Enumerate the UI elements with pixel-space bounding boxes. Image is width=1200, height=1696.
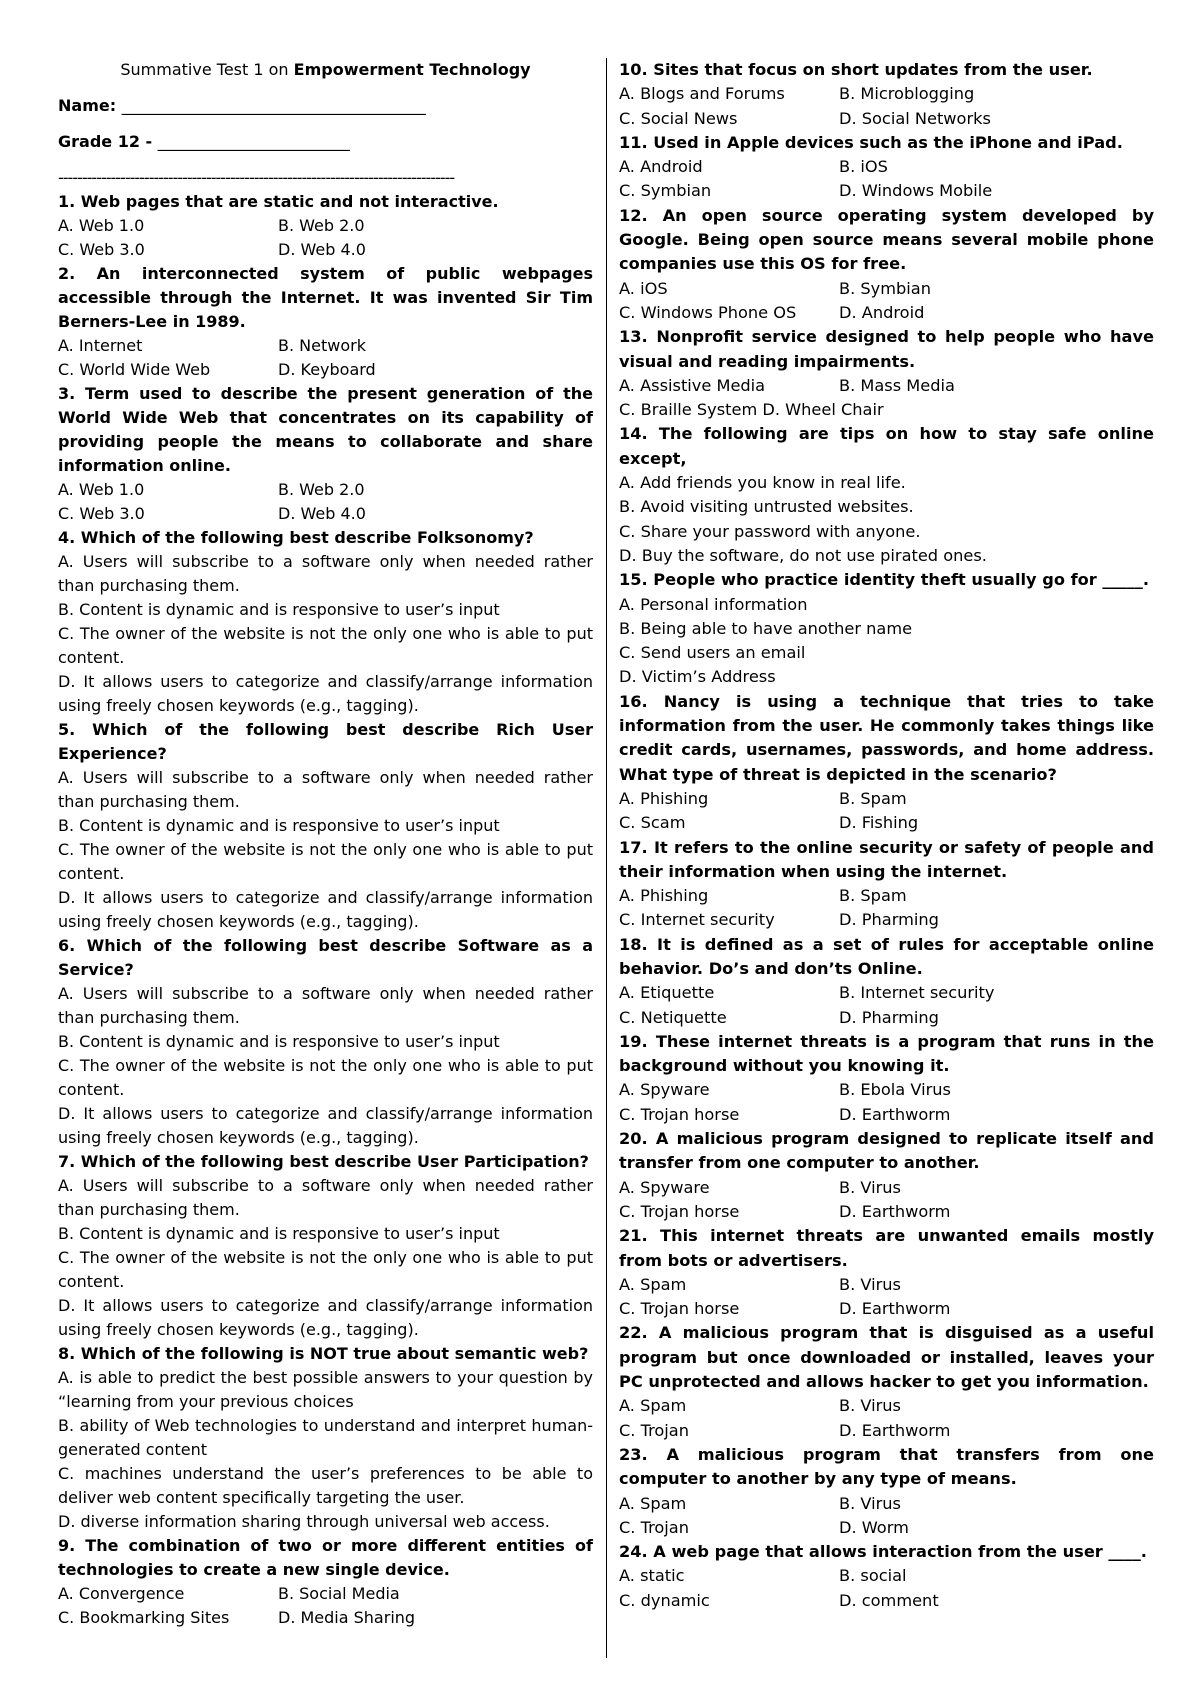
answer-option[interactable]: D. Buy the software, do not use pirated ones.: [619, 545, 987, 565]
answer-option[interactable]: C. Social News: [619, 108, 738, 128]
answer-option[interactable]: A. Personal information: [619, 594, 808, 614]
title-prefix: Summative Test 1 on: [120, 60, 294, 79]
answer-option[interactable]: A. iOS: [619, 278, 668, 298]
answer-option[interactable]: A. static: [619, 1566, 685, 1586]
option-row: [619, 107, 1154, 131]
question-item: [58, 1150, 593, 1342]
grade-blank[interactable]: ________________________: [157, 132, 350, 151]
answer-option[interactable]: A. is able to predict the best possible answers to your question by “learning from your previous choices: [58, 1368, 593, 1411]
option-row: [58, 1606, 593, 1630]
answer-option[interactable]: D. Keyboard: [278, 360, 376, 379]
answer-option[interactable]: D. Web 4.0: [278, 240, 366, 259]
answer-option[interactable]: A. Spam: [619, 1396, 687, 1416]
option-row: [619, 1492, 1154, 1516]
option-row: [619, 1564, 1154, 1588]
option-row: [58, 1582, 593, 1606]
answer-option[interactable]: C. Netiquette: [619, 1007, 727, 1027]
question-item: [619, 422, 1154, 568]
name-field[interactable]: [58, 94, 593, 118]
answer-option[interactable]: C. Bookmarking Sites: [58, 1608, 230, 1627]
option-row: [619, 1006, 1154, 1030]
answer-option[interactable]: B. Microblogging: [839, 84, 975, 104]
answer-option[interactable]: D. comment: [839, 1590, 939, 1610]
answer-option[interactable]: A. Web 1.0: [58, 216, 145, 235]
option-row: [619, 884, 1154, 908]
answer-option[interactable]: A. Users will subscribe to a software only when needed rather than purchasing them.: [58, 768, 593, 811]
question-stem: 4. Which of the following best describe Folksonomy?: [58, 528, 534, 547]
question-stem: 12. An open source operating system developed by Google. Being open source means several mobile phone companies use this OS for free.: [619, 205, 1154, 274]
answer-option[interactable]: A. Spam: [619, 1274, 687, 1294]
answer-option[interactable]: D. Android: [839, 302, 925, 322]
option-row: [619, 155, 1154, 179]
answer-option[interactable]: A. Users will subscribe to a software only when needed rather than purchasing them.: [58, 984, 593, 1027]
option-row: [58, 478, 593, 502]
name-blank[interactable]: ______________________________________: [121, 96, 426, 115]
answer-option[interactable]: D. Web 4.0: [278, 504, 366, 523]
option-row: [619, 908, 1154, 932]
answer-option[interactable]: C. Web 3.0: [58, 504, 145, 523]
answer-option[interactable]: C. dynamic: [619, 1590, 710, 1610]
question-item: [619, 1030, 1154, 1127]
title-subject: Empowerment Technology: [293, 60, 531, 79]
question-stem: 22. A malicious program that is disguised as a useful program but once downloaded or installed, leaves your PC unprotected and allows hacker to get you information.: [619, 1323, 1154, 1392]
option-row: [619, 1200, 1154, 1224]
question-item: [58, 1534, 593, 1630]
question-stem: 1. Web pages that are static and not interactive.: [58, 192, 499, 211]
answer-option[interactable]: A. Phishing: [619, 886, 709, 906]
answer-option[interactable]: C. The owner of the website is not the only one who is able to put content.: [58, 840, 593, 883]
question-item: [619, 1443, 1154, 1540]
question-stem: 15. People who practice identity theft usually go for _____.: [619, 570, 1149, 590]
question-stem: 11. Used in Apple devices such as the iPhone and iPad.: [619, 132, 1123, 152]
left-column: [58, 58, 593, 1630]
answer-option[interactable]: A. Spam: [619, 1493, 687, 1513]
answer-option[interactable]: A. Phishing: [619, 788, 709, 808]
question-stem: 23. A malicious program that transfers from one computer to another by any type of means.: [619, 1444, 1154, 1489]
answer-option[interactable]: B. iOS: [839, 157, 888, 177]
answer-option[interactable]: A. Web 1.0: [58, 480, 145, 499]
option-row: [58, 334, 593, 358]
answer-option[interactable]: B. Content is dynamic and is responsive to user’s input: [58, 816, 500, 835]
answer-option[interactable]: B. Content is dynamic and is responsive to user’s input: [58, 1032, 500, 1051]
question-stem: 3. Term used to describe the present generation of the World Wide Web that concentrates on its capability of providing people the means to collaborate and share information online.: [58, 384, 593, 475]
option-row: [58, 358, 593, 382]
option-row: [619, 1273, 1154, 1297]
option-row: [619, 82, 1154, 106]
option-row: [619, 1419, 1154, 1443]
answer-option[interactable]: A. Users will subscribe to a software only when needed rather than purchasing them.: [58, 1176, 593, 1219]
question-stem: 9. The combination of two or more different entities of technologies to create a new single device.: [58, 1536, 593, 1579]
option-row: [619, 374, 1154, 398]
answer-option[interactable]: D. It allows users to categorize and classify/arrange information using freely chosen keywords (e.g., tagging).: [58, 672, 593, 715]
answer-option[interactable]: C. Web 3.0: [58, 240, 145, 259]
answer-option[interactable]: A. Etiquette: [619, 983, 715, 1003]
answer-option[interactable]: B. Virus: [839, 1177, 901, 1197]
answer-option[interactable]: D. Media Sharing: [278, 1608, 416, 1627]
question-stem: 7. Which of the following best describe User Participation?: [58, 1152, 589, 1171]
answer-option[interactable]: B. Content is dynamic and is responsive to user’s input: [58, 1224, 500, 1243]
answer-option[interactable]: A. Internet: [58, 336, 143, 355]
answer-option[interactable]: D. Earthworm: [839, 1201, 951, 1221]
answer-option[interactable]: D. Social Networks: [839, 108, 991, 128]
answer-option[interactable]: C. Send users an email: [619, 643, 806, 663]
answer-option[interactable]: A. Add friends you know in real life.: [619, 473, 906, 493]
answer-option[interactable]: C. Windows Phone OS: [619, 302, 797, 322]
answer-option[interactable]: B. Symbian: [839, 278, 931, 298]
question-item: [619, 568, 1154, 689]
option-row: [58, 214, 593, 238]
question-item: [619, 1540, 1154, 1613]
question-item: [619, 58, 1154, 131]
question-item: [58, 190, 593, 262]
answer-option[interactable]: A. Android: [619, 157, 703, 177]
answer-option[interactable]: B. Content is dynamic and is responsive to user’s input: [58, 600, 500, 619]
option-row: [619, 301, 1154, 325]
question-stem: 21. This internet threats are unwanted emails mostly from bots or advertisers.: [619, 1226, 1154, 1270]
option-row: [619, 1176, 1154, 1200]
question-item: [619, 933, 1154, 1030]
answer-option[interactable]: B. Virus: [839, 1493, 901, 1513]
question-item: [619, 1321, 1154, 1442]
option-row: [619, 398, 1154, 422]
answer-option[interactable]: D. Earthworm: [839, 1420, 951, 1440]
answer-option[interactable]: D. Worm: [839, 1517, 909, 1537]
answer-option[interactable]: B. Network: [278, 336, 366, 355]
question-stem: 18. It is defined as a set of rules for acceptable online behavior. Do’s and don’ts Online.: [619, 934, 1154, 978]
answer-option[interactable]: B. Web 2.0: [278, 216, 365, 235]
page-title: [58, 58, 593, 82]
answer-option[interactable]: C. Braille System D. Wheel Chair: [619, 400, 884, 420]
answer-option[interactable]: A. Convergence: [58, 1584, 185, 1603]
question-item: [619, 325, 1154, 422]
answer-option[interactable]: D. Victim’s Address: [619, 667, 776, 687]
column-divider: [606, 58, 607, 1658]
question-item: [58, 934, 593, 1150]
option-row: [619, 1078, 1154, 1102]
answer-option[interactable]: D. It allows users to categorize and classify/arrange information using freely chosen keywords (e.g., tagging).: [58, 1104, 593, 1147]
question-item: [58, 382, 593, 526]
question-item: [58, 1342, 593, 1534]
question-stem: 10. Sites that focus on short updates from the user.: [619, 60, 1093, 79]
answer-option[interactable]: B. Spam: [839, 788, 907, 808]
question-item: [619, 690, 1154, 836]
question-item: [58, 526, 593, 718]
answer-option[interactable]: C. Trojan horse: [619, 1104, 740, 1124]
question-item: [619, 131, 1154, 204]
option-row: [619, 179, 1154, 203]
answer-option[interactable]: D. Pharming: [839, 1007, 939, 1027]
name-label: Name:: [58, 96, 122, 115]
option-row: [58, 502, 593, 526]
answer-option[interactable]: A. Users will subscribe to a software only when needed rather than purchasing them.: [58, 552, 593, 595]
answer-option[interactable]: C. The owner of the website is not the only one who is able to put content.: [58, 1056, 593, 1099]
answer-option[interactable]: D. Earthworm: [839, 1104, 951, 1124]
grade-label: Grade 12 -: [58, 132, 158, 151]
option-row: [619, 1589, 1154, 1613]
answer-option[interactable]: C. machines understand the user’s preferences to be able to deliver web content specifically targeting the user.: [58, 1464, 593, 1507]
answer-option[interactable]: C. Symbian: [619, 181, 712, 201]
answer-option[interactable]: B. Being able to have another name: [619, 618, 913, 638]
answer-option[interactable]: B. Social Media: [278, 1584, 400, 1603]
answer-option[interactable]: C. Internet security: [619, 910, 775, 930]
option-row: [619, 1394, 1154, 1418]
question-stem: 24. A web page that allows interaction from the user ____.: [619, 1542, 1147, 1562]
answer-option[interactable]: A. Spyware: [619, 1177, 710, 1197]
answer-option[interactable]: C. World Wide Web: [58, 360, 211, 379]
answer-option[interactable]: D. diverse information sharing through universal web access.: [58, 1512, 550, 1531]
answer-option[interactable]: C. Share your password with anyone.: [619, 521, 921, 541]
answer-option[interactable]: A. Assistive Media: [619, 375, 766, 395]
answer-option[interactable]: C. The owner of the website is not the only one who is able to put content.: [58, 624, 593, 667]
answer-option[interactable]: D. Fishing: [839, 813, 919, 833]
question-stem: 16. Nancy is using a technique that tries to take information from the user. He commonly takes things like credit cards, usernames, passwords, and home address. What type of threat is depicted in the scenario?: [619, 691, 1154, 784]
question-item: [619, 204, 1154, 325]
answer-option[interactable]: C. Scam: [619, 813, 686, 833]
question-stem: 8. Which of the following is NOT true about semantic web?: [58, 1344, 589, 1363]
question-item: [619, 1127, 1154, 1224]
answer-option[interactable]: D. Pharming: [839, 910, 939, 930]
right-column: [619, 58, 1154, 1613]
answer-option[interactable]: B. Web 2.0: [278, 480, 365, 499]
question-stem: 19. These internet threats is a program that runs in the background without you knowing it.: [619, 1031, 1154, 1076]
question-stem: 20. A malicious program designed to replicate itself and transfer from one computer to another.: [619, 1129, 1154, 1173]
answer-option[interactable]: B. ability of Web technologies to understand and interpret human-generated content: [58, 1416, 593, 1459]
question-item: [619, 1224, 1154, 1321]
answer-option[interactable]: B. Virus: [839, 1274, 901, 1294]
answer-option[interactable]: D. It allows users to categorize and classify/arrange information using freely chosen keywords (e.g., tagging).: [58, 888, 593, 931]
option-row: [619, 1516, 1154, 1540]
question-item: [58, 262, 593, 382]
option-row: [619, 787, 1154, 811]
answer-option[interactable]: C. The owner of the website is not the only one who is able to put content.: [58, 1248, 593, 1291]
option-row: [619, 277, 1154, 301]
option-row: [619, 981, 1154, 1005]
answer-option[interactable]: C. Trojan: [619, 1420, 689, 1440]
question-list-left: [58, 190, 593, 1630]
grade-field[interactable]: [58, 130, 593, 154]
answer-option[interactable]: D. Windows Mobile: [839, 181, 993, 201]
answer-option[interactable]: C. Trojan horse: [619, 1201, 740, 1221]
answer-option[interactable]: B. Spam: [839, 886, 907, 906]
answer-option[interactable]: B. Virus: [839, 1396, 901, 1416]
question-item: [58, 718, 593, 934]
answer-option[interactable]: D. Earthworm: [839, 1299, 951, 1319]
option-row: [619, 1103, 1154, 1127]
question-item: [619, 836, 1154, 933]
answer-option[interactable]: B. Internet security: [839, 983, 995, 1003]
option-row: [619, 1297, 1154, 1321]
option-row: [58, 238, 593, 262]
answer-option[interactable]: D. It allows users to categorize and classify/arrange information using freely chosen keywords (e.g., tagging).: [58, 1296, 593, 1339]
option-row: [619, 811, 1154, 835]
answer-option[interactable]: C. Trojan: [619, 1517, 689, 1537]
answer-option[interactable]: B. Avoid visiting untrusted websites.: [619, 497, 914, 517]
answer-option[interactable]: A. Blogs and Forums: [619, 84, 785, 104]
question-stem: 5. Which of the following best describe Rich User Experience?: [58, 720, 593, 763]
answer-option[interactable]: A. Spyware: [619, 1080, 710, 1100]
answer-option[interactable]: B. social: [839, 1566, 907, 1586]
answer-option[interactable]: B. Ebola Virus: [839, 1080, 951, 1100]
answer-option[interactable]: B. Mass Media: [839, 375, 955, 395]
answer-option[interactable]: C. Trojan horse: [619, 1299, 740, 1319]
question-stem: 2. An interconnected system of public webpages accessible through the Internet. It was invented Sir Tim Berners-Lee in 1989.: [58, 264, 593, 331]
question-stem: 13. Nonprofit service designed to help people who have visual and reading impairments.: [619, 327, 1154, 371]
question-stem: 6. Which of the following best describe Software as a Service?: [58, 936, 593, 979]
separator-rule: -----------------------------------------------------------------------------------: [58, 168, 455, 187]
question-stem: 17. It refers to the online security or safety of people and their information when using the internet.: [619, 837, 1154, 881]
question-stem: 14. The following are tips on how to stay safe online except,: [619, 424, 1154, 468]
question-list-right: [619, 58, 1154, 1613]
